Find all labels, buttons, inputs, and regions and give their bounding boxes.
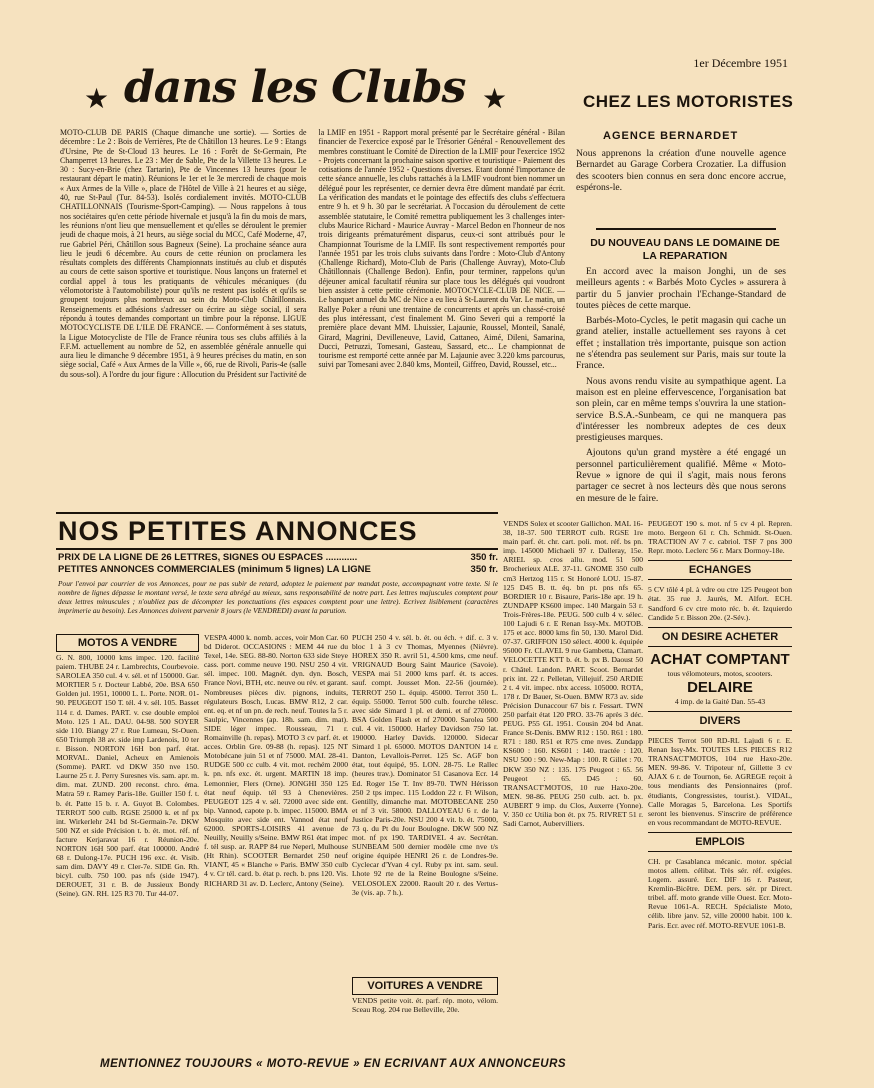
star-right-icon: ★ [482,84,508,115]
delaire-address: 4 imp. de la Gaité Dan. 55-43 [674,696,766,706]
paragraph: En accord avec la maison Jonghi, un de ses meilleurs agents : « Barbés Moto Cycles » assurera à partir du 5 janvier prochain l'Echange-Standard de toutes pièces de cette marque. [576,266,786,311]
paragraph: Nous avons rendu visite au sympathique agent. La maison est en pleine effervescence, l'organisation bat son plein, car en même temps s'ouvrira la une station-service B.S.A.-Sunbeam, ce qui ne manquera pas d'intéresser les nombreux adeptes de ces deux prestigieuses marques. [576,375,786,444]
paragraph: Barbés-Moto-Cycles, le petit magasin qui cache un grand atelier, installe actuellement ses rayons à cet effet ; installation très importante, puisque son action ne s'étendra pas seulement sur Paris, mais sur toute la France. [576,315,786,372]
ads-column-5 [648,518,792,1052]
clubs-article [60,128,565,506]
ads-text: PUCH 250 4 v. sél. b. ét. ou éch. + dif. c. 3 v. bloc 1 à 3 cv Thomas, Myennes (Nièvre). HOREX 350 R. avril 51, 4.500 kms, cme neuf. VRIGNAUD Bourg Saint Maurice (Savoie). VESPA mai 51 2000 kms parf. ét. ts acces. sauf. compt. Jousset Mon. 22-56 (journée). TERROT 250 L. équip. 45000. Terrot 350 L. équip. 55000. Terrot 500 culb. fourche télesc. avec side Simard 1 pl. et demi. et nf 270000. BSA Golden Flash et nf 270000. Sarolea 500 cul. 4 vit. 150000. Harley Davidson 750 lat. 190000. Harley Davids. 120000. Sidecar Simard 1 pl. 65000. MOTOS DANTON 14 r. Danton, Levallois-Perret. 125 Sc. AGF bon état, tout équipé, 95. LON. 28-75. Le Rallec (heures trav.). Dominator 51 Casanova Ecr. 14 Ed. Roger 15e T. Inv 89-70. TWN Hérisson 250 2 tps impec. 115 Loddon 22 r. Ft Wilson, Gentilly, dimanche mat. MOTOBECANE 250 et nf 3 vit. 58000. DALLOYEAU 6 r. de la Justice Paris-20e. NSU 200 4 vit. b. ét. 75000, 73 q. du Pt du Jour Boulogne. DKW 500 NZ mot. nf px 190. TARDIVEL 4 av. Secrétan. SUNBEAM 500 dernier modèle cme nve t/s origine équipée HENRI 26 r. de Londres-9e. Cyclecar d'Yvan 4 cyl. Ruby px int. sam. seul. Lhote 92 rte de la Reine Boulogne s/Seine. VELOSOLEX 22000. Raoult 20 r. des Vertus-3e (vis. ap. 7 h.). [352,633,498,897]
ads-column-1 [56,634,199,1052]
achat-line: tous vélomoteurs, motos, scooters. [667,668,773,678]
price-label: PRIX DE LA LIGNE DE 26 LETTRES, SIGNES OU ESPACES ............ [58,552,358,563]
chez-les-motoristes-heading: CHEZ LES MOTORISTES [583,92,794,111]
ads-text: G. N. 800, 10000 kms impec. 120. facilité paiem. THUBE 24 r. Lambrechts, Courbevoie. SAROLEA 350 cul. 4 v. sél. et nf 150000. Gar. MORTIER 5 r. Docteur Labbé, 20e. BSA 650 Golden jul. 1951, 10000 L. L. Porte. NOR. 01-90. PEUGEOT 150 T. tél. 4 v. sél. 105. Basset 114 r. d. Dames. PART. v. cse double emploi Moto. 125 1 AL. DAU. 04-98. 500 SOYER side 110. Biangy 27 r. Rue Lumeau, St-Ouen. 650 Triumph 38 av. side imp Lardenois, 10 ter r. Bisson. NORTON 16H bon parf. état. MORVAL. Daniel, Acheux en Amienois (Somme). PART. vd DKW 350 nve 150. Laurne 25 r. J. Perry Suresnes vis. sam. apr. m. dim. mat. ZUND. 200 reconst. chro. éma. Matra 59 r. Ramey Paris-18e. Guiller 150 f. t. b. ét. Patte 15 b. r. A. Guyot B. Colombes. TERROT 500 culb. RGSE 25000 k. et nf px int. Wirkerlehr 241 bd St-Germain-7e. DKW 500 NZ et side Précision t. b. ét. mot. réf. nf facture Kerjaravat 16 r. Réunion-20e. NORTON 16H 500 parf. état 100000. André 68 r. Dulong-17e. PUCH 196 exc. ét. Visib. sam dim. DAVY 49 r. Cler-7e. SIDE Gn. Rh. bicyl. culb. 750 100. pas nfs (side 1947). DEROUET, 31 r. B. de Jussieux Bondy (Seine). GN. RH. 125 R3 70. Tur 44-07. [56,653,199,899]
ads-text: PEUGEOT 190 s. mot. nf 5 cv 4 pl. Repren. moto. Bergeon 61 r. Ch. Schmidt. St-Ouen. TRACTION AV 7 c. cabriol. TSF 7 pns 300 Repr. moto. Leclerc 56 r. Marx Dormoy-18e. [648,519,792,556]
on-desire-acheter-heading: ON DESIRE ACHETER [648,627,792,647]
echanges-heading: ECHANGES [648,560,792,580]
ads-column-2 [204,632,348,1052]
price-line-1 [58,552,498,563]
ads-text: CH. pr Casablanca mécanic. motor. spécial motos allem. célibat. Très sér. réf. exigées. Logem. assuré. Ecr. DIF 16 r. Pasteur, Kremlin-Bicêtre. DEM. pers. sér. pr Direct. tribel. aff. moto grande ville Ouest. Ecr. Moto-Revue 1061-A. RECH. Spécialiste Moto, célib. libre janv. 52, ville 20000 habit. 100 k. Paris. Ecr. avec réf. MOTO-REVUE 1061-B. [648,856,792,930]
ads-column-4 [503,518,643,1052]
achat-comptant: ACHAT COMPTANT [650,650,790,668]
agence-heading: AGENCE BERNARDET [603,130,739,142]
star-left-icon: ★ [84,84,110,115]
section-title: dans les Clubs [124,62,466,113]
reparation-article [576,266,786,502]
divider [596,228,776,230]
emplois-heading: EMPLOIS [648,832,792,852]
footer-notice: MENTIONNEZ TOUJOURS « MOTO-REVUE » EN ECRIVANT AUX ANNONCEURS [100,1058,567,1070]
rule [56,512,498,514]
motos-a-vendre-heading: MOTOS A VENDRE [56,634,199,652]
voitures-a-vendre-heading: VOITURES A VENDRE [352,977,498,995]
agence-text: Nous apprenons la création d'une nouvelle agence Bernardet au Garage Corbera Crozatier. La diffusion des scooters bien connus en sera donc encore accrue, espérons-le. [576,148,786,193]
issue-date: 1er Décembre 1951 [693,56,788,70]
price-value: 350 fr. [470,564,498,575]
rule [56,548,498,550]
ads-text: VENDS Solex et scooter Gallichon. MAL 16-38, 18-37. 500 TERROT culb. RGSE 1re main parf. ét. chr. cart. poli. mot. réf. bs pn. imp. 145000 Michaeli 97 r. Dalleray, 15e. ARIEL sp. cros allu. mod. 51 500 Brocherieux ALE. 37-11. GNOME 350 culb cm3 Hertzog 115 r. St Honoré LOU. 15-87. 125 D45 B. tt. éq. bn pt. pns nfs 65. BORDIER 10 r. Bisaure, Paris-18e apr. 19 h. ZUNDAPP KS600 impec. 140 Margain 53 r. Trois-Frères-18e. PEUG. 500 culb 4 v. sélec. 100 Lajudi 6 r. E Renan Issy-Mx. MOTOB. 175 et acc. 8000 kms fin 50, 130. Marol Did. 07-37. GRIFFON 150 sélect. 4000 k. équipée 95000 Fr. CLAVEL 9 rue Gambetta, Clamart. VELOCETTE KTT b. ét. b. px B. Daoust 50 r. Châtel. Landon. PART. Scoot. Bernardet prix int. 22 r. Pelletan, Villejuif. 250 ARDIE 2 t. 4 vit. impec. nbx access. 105000. ROTA, 178 r. Dr Bauer, St-Ouen. BMW R73 av. side Précision Dunaccour 67 bis r. Fessart. TWN 250 parfait état 120 PRO. 33-76 après 3 déc. PEUG. P55 GL 1951. Cousin 204 bd Anat. France St-Denis. BMW R12 : 150. R61 : 180. R71 : 180. R51 et R75 cme nves. Zundapp KS600 : 160. KS601 : 140. tractée : 120. NSU 500 : 90. New-Map : 100. R Gillet : 70. DKW 350 NZ : 135. 175 Peugeot : 65. 56 Peugeot : 65. D45 : 60. TRANSACT'MOTOS, 10 rue Haxo-20e. MEN. 98-86. PEUG 250 culb. act. b. px. AUBERT 9 imp. du Clos, Auxerre (Yonne). V. 350 cc Utilia bon ét. px 75. RIVRET 51 r. Sadi Carnot, Aubervilliers. [503,519,643,829]
ads-text: VESPA 4000 k. nomb. acces, voir Mon Car. 60 bd Diderot. OCCASIONS : MEM 44 rue du Texel, 14e. SEG. 88-80. Norton 633 side Steye cass. port. comme neuve 190. NSU 250 4 vit. sél. impec. 100. Magnét. dyn. dyn. Bosch, France Novi, BTH, etc. neuve ou rév. et garant. Nombreuses pièces div. pignons, induits, régulateurs Bosch, Lucas. BMW R12, 2 car. ent. eq. et nf un pn. de rech. neuf. Toutes la 5 r. Saulpic, Vincennes (ap. 18h. sam. dim. mat). SIDE léger impec. Rousseau, 71 r. Romainville (h. repas). MOTO 3 cv parf. ét. et acces. Orblin Gre. 09-88 (h. repas). 125 NT Motobécane juin 51 et nf 75000. MAI. 28-41. RUDGE 500 cc culb. 4 vit. mot. rechém 2000 k. pn. nfs exc. ét. urgent. MARTIN 18 imp. Lemonnier, Flers (Orne). JONGHI 350 125 état neuf équip. tél 93 à Chenevières. PEUGEOT 125 4 v. sél. 72000 avec side ent. bip. Vannod, capote p. b. impec. 115000. BMA Mosquito avec side ent. Vannod état neuf 62000. SPORTS-LOISIRS 41 avenue de Neuilly, Neuilly s/Seine. BMW R61 état impec f. tél susp. ar. RAPP 84 rue Neperl, Mulhouse (Ht Rhin). SCOOTER Bernardet 250 neuf VIANT, 45 « Blanche » Paris. BMW 350 culb 4 v. Cr tél. card. b. état p. rech. b. pns 120. Vis. RICHARD 31 av. D. Leclerc, Antony (Seine). [204,633,348,888]
clubs-article-text: MOTO-CLUB DE PARIS (Chaque dimanche une sortie). — Sorties de décembre : Le 2 : Bois de Verrières, Pte de Châtillon 13 heures. Le 9 : Etangs d'Ursine, Pte de St-Cloud 13 heures. Le 16 : Forêt de St-Germain, Pte Champerret 13 heures. Le 23 : Mer de Sable, Pte de la Villette 13 heures. Le 30 : Sucy-en-Brie (chez Tartarin), Pte de Vincennes 13 heures (pour le restaurant départ le matin). Réunions le 1er et le 3e mercredi de chaque mois « Aux Armes de la Ville », place de l'Hôtel de Ville à 21 heures et au siège, 40, rue St-Paul (Tur. 84-53). Isolés cordialement invités. MOTO-CLUB CHATILLONNAIS (Tourisme-Sport-Camping). — Nous rappelons à tous nos sociétaires qu'en cette période hivernale et jusqu'à la fin du mois de mars, les réunions n'ont lieu que mensuellement et qu'elles se déroulent le premier jeudi de chaque mois, à 21 heurs, au siège social du MCC, Café Moderne, 47, rue Gabriel Péri, Châtillon sous Bagneux (Seine). La prochaine séance aura lieu le jeudi 6 décembre. Au cours de cette réunion on proclamera les résultats complets des différents Championnats institués au club et disputés au cours de cette saison sportive et touristique. Nous lançons un fraternel et cordial appel à tous les pratiquants de véhicules mécaniques (du vélomotoriste à l'automobiliste) pour qu'ils ne restent pas isolés et qu'ils se groupent toujours plus nombreux au sein du Moto-Club Châtillonnais. Renseignements et adhésions s'adresser ou écrire au siège social, il sera répondu à toutes demandes comportant un timbre pour la réponse. LIGUE MOTOCYCLISTE DE L'ILE DE FRANCE. — Conformément à ses statuts, la Ligue Motocycliste de l'Ile de France réunira tous ses clubs affiliés à la F.F.M. actuellement au nombre de 52, en assemblée générale annuelle qui aura lieu le dimanche 9 décembre 1951, à 9 heures précises du matin, en son siège social, Café « Aux Armes de la Ville », 66, rue de Rivoli, Paris-4e (salle du sous-sol). A l'ordre du jour figure : Allocution du Président sur l'activité de la LMIF en 1951 - Rapport moral présenté par le Secrétaire général - Bilan financier de l'exercice exposé par le Trésorier Général - Renouvellement des membres constituant le Comité de Direction de la LMIF pour l'exercice 1952 - Projets concernant la prochaine saison sportive et touristique - Paiement des cotisations de l'année 1952 - Questions diverses. Etant donné l'importance de cette séance annuelle, les clubs rattachés à la LMIF voudront bien nommer un délégué pour les représenter, ce dernier devra être dûment mandaté par écrit. La vérification des mandats et le pointage des effectifs des clubs s'effectuera entre 9 h. et 9 h. 30 par le secrétariat. A l'occasion du déroulement de cette assemblée statutaire, le Comité remettra publiquement les 3 challenges inter-clubs Maurice Richard - Maurice Auvray - Marcel Bedon en l'honneur de nos trois dirigeants prématurément disparus, ceux-ci sont attribués pour le Championnat Tourisme de la LMIF. Ils sont respectivement remportés pour l'année 1951 par les trois clubs suivants dans l'ordre : Moto-Club d'Antony (Challenge Richard), Moto-Club de Paris (Challenge Auvray), Moto-Club Châtillonnais (Challenge Bedon). Enfin, pour terminer, rappelons qu'un déjeuner amical facultatif réunira sur place tous les délégués qui voudront bien assister à cette petite cérémonie. MOTOCYCLE-CLUB DE NICE. — Le banquet annuel du MC de Nice a eu lieu à St-Laurent du Var. Le matin, un Rallye Poker a réuni une trentaine de concurrents et après un chassé-croisé des plus intéressant, c'est finalement M. Gino Severi qui a remporté la première place devant MM. Lhuissier, Lajaunie, Roussel, Monteil, Sanalé, Girard, Magrini, Devilleneuve, Lavid, Cattaneo, Aimé, Dileni, Samarina, Ducci, Petruzzi, Tomesani, Gasteau, Sassard, etc... Le championnat de tourisme est remporté cette année par M. Lajaunie avec 3.220 kms parcourus, suivi par Tomesani avec 2.840 kms, Monteil, Giffreo, David, Roussel, etc... [60,128,565,379]
paragraph: Ajoutons qu'un grand mystère a été engagé un personnel particulièrement qualifié. Même « Moto-Revue » ignore de qui il s'agit, mais nous ferons partager ce secret à nos lecteurs dès que nous serons en mesure de le faire. [576,447,786,502]
annonces-intro: Pour l'envoi par courrier de vos Annonces, pour ne pas subir de retard, adoptez le paiement par mandat poste, accompagnant votre texte. Si le nombre de lignes dépasse le montant versé, le texte sera abrégé au mieux, sans responsabilité de notre part. Les lettres majuscules comptent pour deux lettres minuscules ; n'oubliez pas de décompter les ponctuations (les espaces comptent pour une lettre). Ecrivez lisiblement (caractères imprimerie au besoin). Les Annonces doivent parvenir 8 jours (le VENDREDI) avant la parution. [58,580,498,615]
price-label: PETITES ANNONCES COMMERCIALES (minimum 5 lignes) LA LIGNE [58,564,371,575]
ads-column-3 [352,632,498,1052]
ads-text: 5 CV tôlé 4 pl. à vdre ou ctre 125 Peugeot bon état. 35 rue J. Jaurès, M. Alfort. ECH. Sandford 6 cv ctre moto réc. b. ét. Izquierdo Candide 5 r. Bisson 20e. (2-Sév.). [648,585,792,622]
price-value: 350 fr. [470,552,498,563]
price-line-2 [58,564,498,575]
delaire: DELAIRE [687,678,753,696]
petites-annonces-title: NOS PETITES ANNONCES [58,516,418,546]
ads-text: VENDS petite voit. ét. parf. rép. moto, vélom. Sceau Rog. 204 rue Belleville, 20e. [352,996,498,1015]
du-nouveau-heading: DU NOUVEAU DANS LE DOMAINE DE LA REPARATION [590,237,780,262]
divers-heading: DIVERS [648,711,792,731]
ads-text: PIECES Terrot 500 RD-RL Lajudi 6 r. E. Renan Issy-Mx. TOUTES LES PIECES R12 TRANSACT'MOTOS, 104 rue Haxo-20e. MEN. 99-86. V. Tripoteur nf, Gillette 3 cv AJAX 6 r. de Tournon, 6e. AGREGE reçoit à tous mendiants des Pensionnaires (prof. étudiants, Congressistes, tourist.). VIDAL, Calle Moragas 5, Barcelona. Les Sportifs seront les bienvenus. S'inscrire de préférence en vous recommandant de MOTO-REVUE. [648,735,792,827]
